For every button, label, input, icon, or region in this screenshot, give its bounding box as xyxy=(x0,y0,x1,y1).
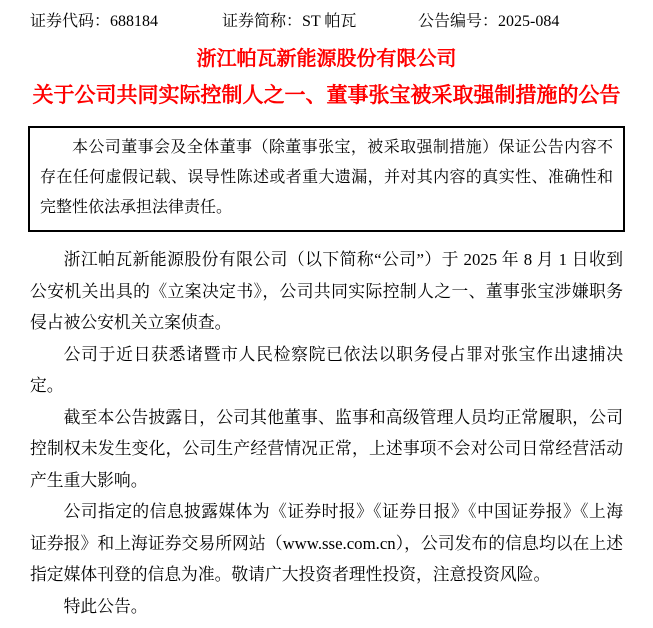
announcement-number: 公告编号：2025-084 xyxy=(418,13,560,30)
body-paragraph-disclosure-media: 公司指定的信息披露媒体为《证券时报》《证券日报》《中国证券报》《上海证券报》和上海证券交易所网站（www.sse.com.cn），公司发布的信息均以在上述指定媒体刊登的信息为准。敬请广大投资者理性投资，注意投资风险。 xyxy=(30,502,623,584)
disclaimer-box xyxy=(28,126,625,232)
company-name-title: 浙江帕瓦新能源股份有限公司 xyxy=(196,48,457,70)
announcement-subject-title: 关于公司共同实际控制人之一、董事张宝被采取强制措施的公告 xyxy=(32,84,621,107)
document-meta-header xyxy=(0,8,653,30)
stock-short-name: 证券简称：ST 帕瓦 xyxy=(222,13,357,30)
disclaimer-text: 本公司董事会及全体董事（除董事张宝，被采取强制措施）保证公告内容不存在任何虚假记载、误导性陈述或者重大遗漏，并对其内容的真实性、准确性和完整性依法承担法律责任。 xyxy=(40,139,613,216)
body-paragraph-closing: 特此公告。 xyxy=(63,596,148,616)
body-paragraph-arrest-decision: 公司于近日获悉诸暨市人民检察院已依法以职务侵占罪对张宝作出逮捕决定。 xyxy=(30,344,623,395)
announcement-body xyxy=(30,244,623,622)
stock-code: 证券代码：688184 xyxy=(30,13,159,30)
body-paragraph-filing-notice: 浙江帕瓦新能源股份有限公司（以下简称“公司”）于 2025 年 8 月 1 日收到公安机关出具的《立案决定书》，公司共同实际控制人之一、董事张宝涉嫌职务侵占被公安机关立案侦查。 xyxy=(30,250,623,332)
body-paragraph-operations-status: 截至本公告披露日，公司其他董事、监事和高级管理人员均正常履职，公司控制权未发生变化，公司生产经营情况正常，上述事项不会对公司日常经营活动产生重大影响。 xyxy=(30,407,623,490)
